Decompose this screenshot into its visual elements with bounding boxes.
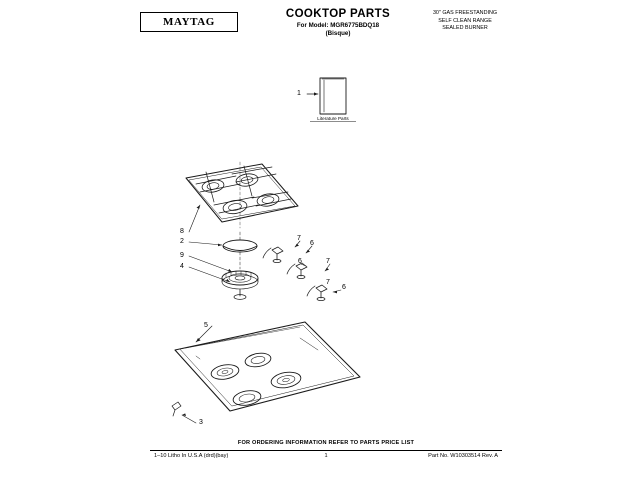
brand-name: MAYTAG: [163, 16, 215, 28]
callout-1: 1: [297, 90, 301, 97]
color-line: (Bisque): [325, 30, 351, 37]
document-header: [140, 8, 512, 48]
model-line: For Model: MGR6775BDQ18: [296, 22, 380, 29]
callout-3: 3: [199, 419, 203, 426]
callout-5: 5: [204, 322, 208, 329]
literature-parts-label: Literature Parts: [317, 116, 349, 121]
callout-7-a: 7: [297, 235, 301, 242]
litho-info: 1–10 Litho In U.S.A (drd)(bay): [154, 453, 229, 459]
spec-line-1: 30" GAS FREESTANDING: [432, 10, 498, 16]
callout-7-b: 7: [326, 258, 330, 265]
callout-9: 9: [180, 252, 184, 259]
callout-8: 8: [180, 228, 184, 235]
page-title: COOKTOP PARTS: [285, 8, 391, 20]
ordering-note: FOR ORDERING INFORMATION REFER TO PARTS PRICE LIST: [237, 440, 415, 446]
callout-6-c: 6: [342, 284, 346, 291]
spec-line-3: SEALED BURNER: [442, 25, 488, 31]
callout-6-b: 6: [298, 258, 302, 265]
literature-label-underline: [0, 50, 640, 440]
document-footer: [140, 440, 512, 474]
exploded-parts-drawing: [0, 50, 640, 440]
callout-2: 2: [180, 238, 184, 245]
footer-divider: [150, 450, 502, 451]
spec-block: [418, 10, 512, 33]
spec-line-2: SELF CLEAN RANGE: [438, 17, 492, 24]
title-block: [258, 8, 418, 37]
part-number: Part No. W10303514 Rev. A: [428, 453, 498, 459]
callout-6-a: 6: [310, 240, 314, 247]
callout-4: 4: [180, 263, 184, 270]
page-number: 1: [324, 453, 328, 459]
callout-7-c: 7: [326, 279, 330, 286]
maytag-logo: [140, 12, 238, 32]
